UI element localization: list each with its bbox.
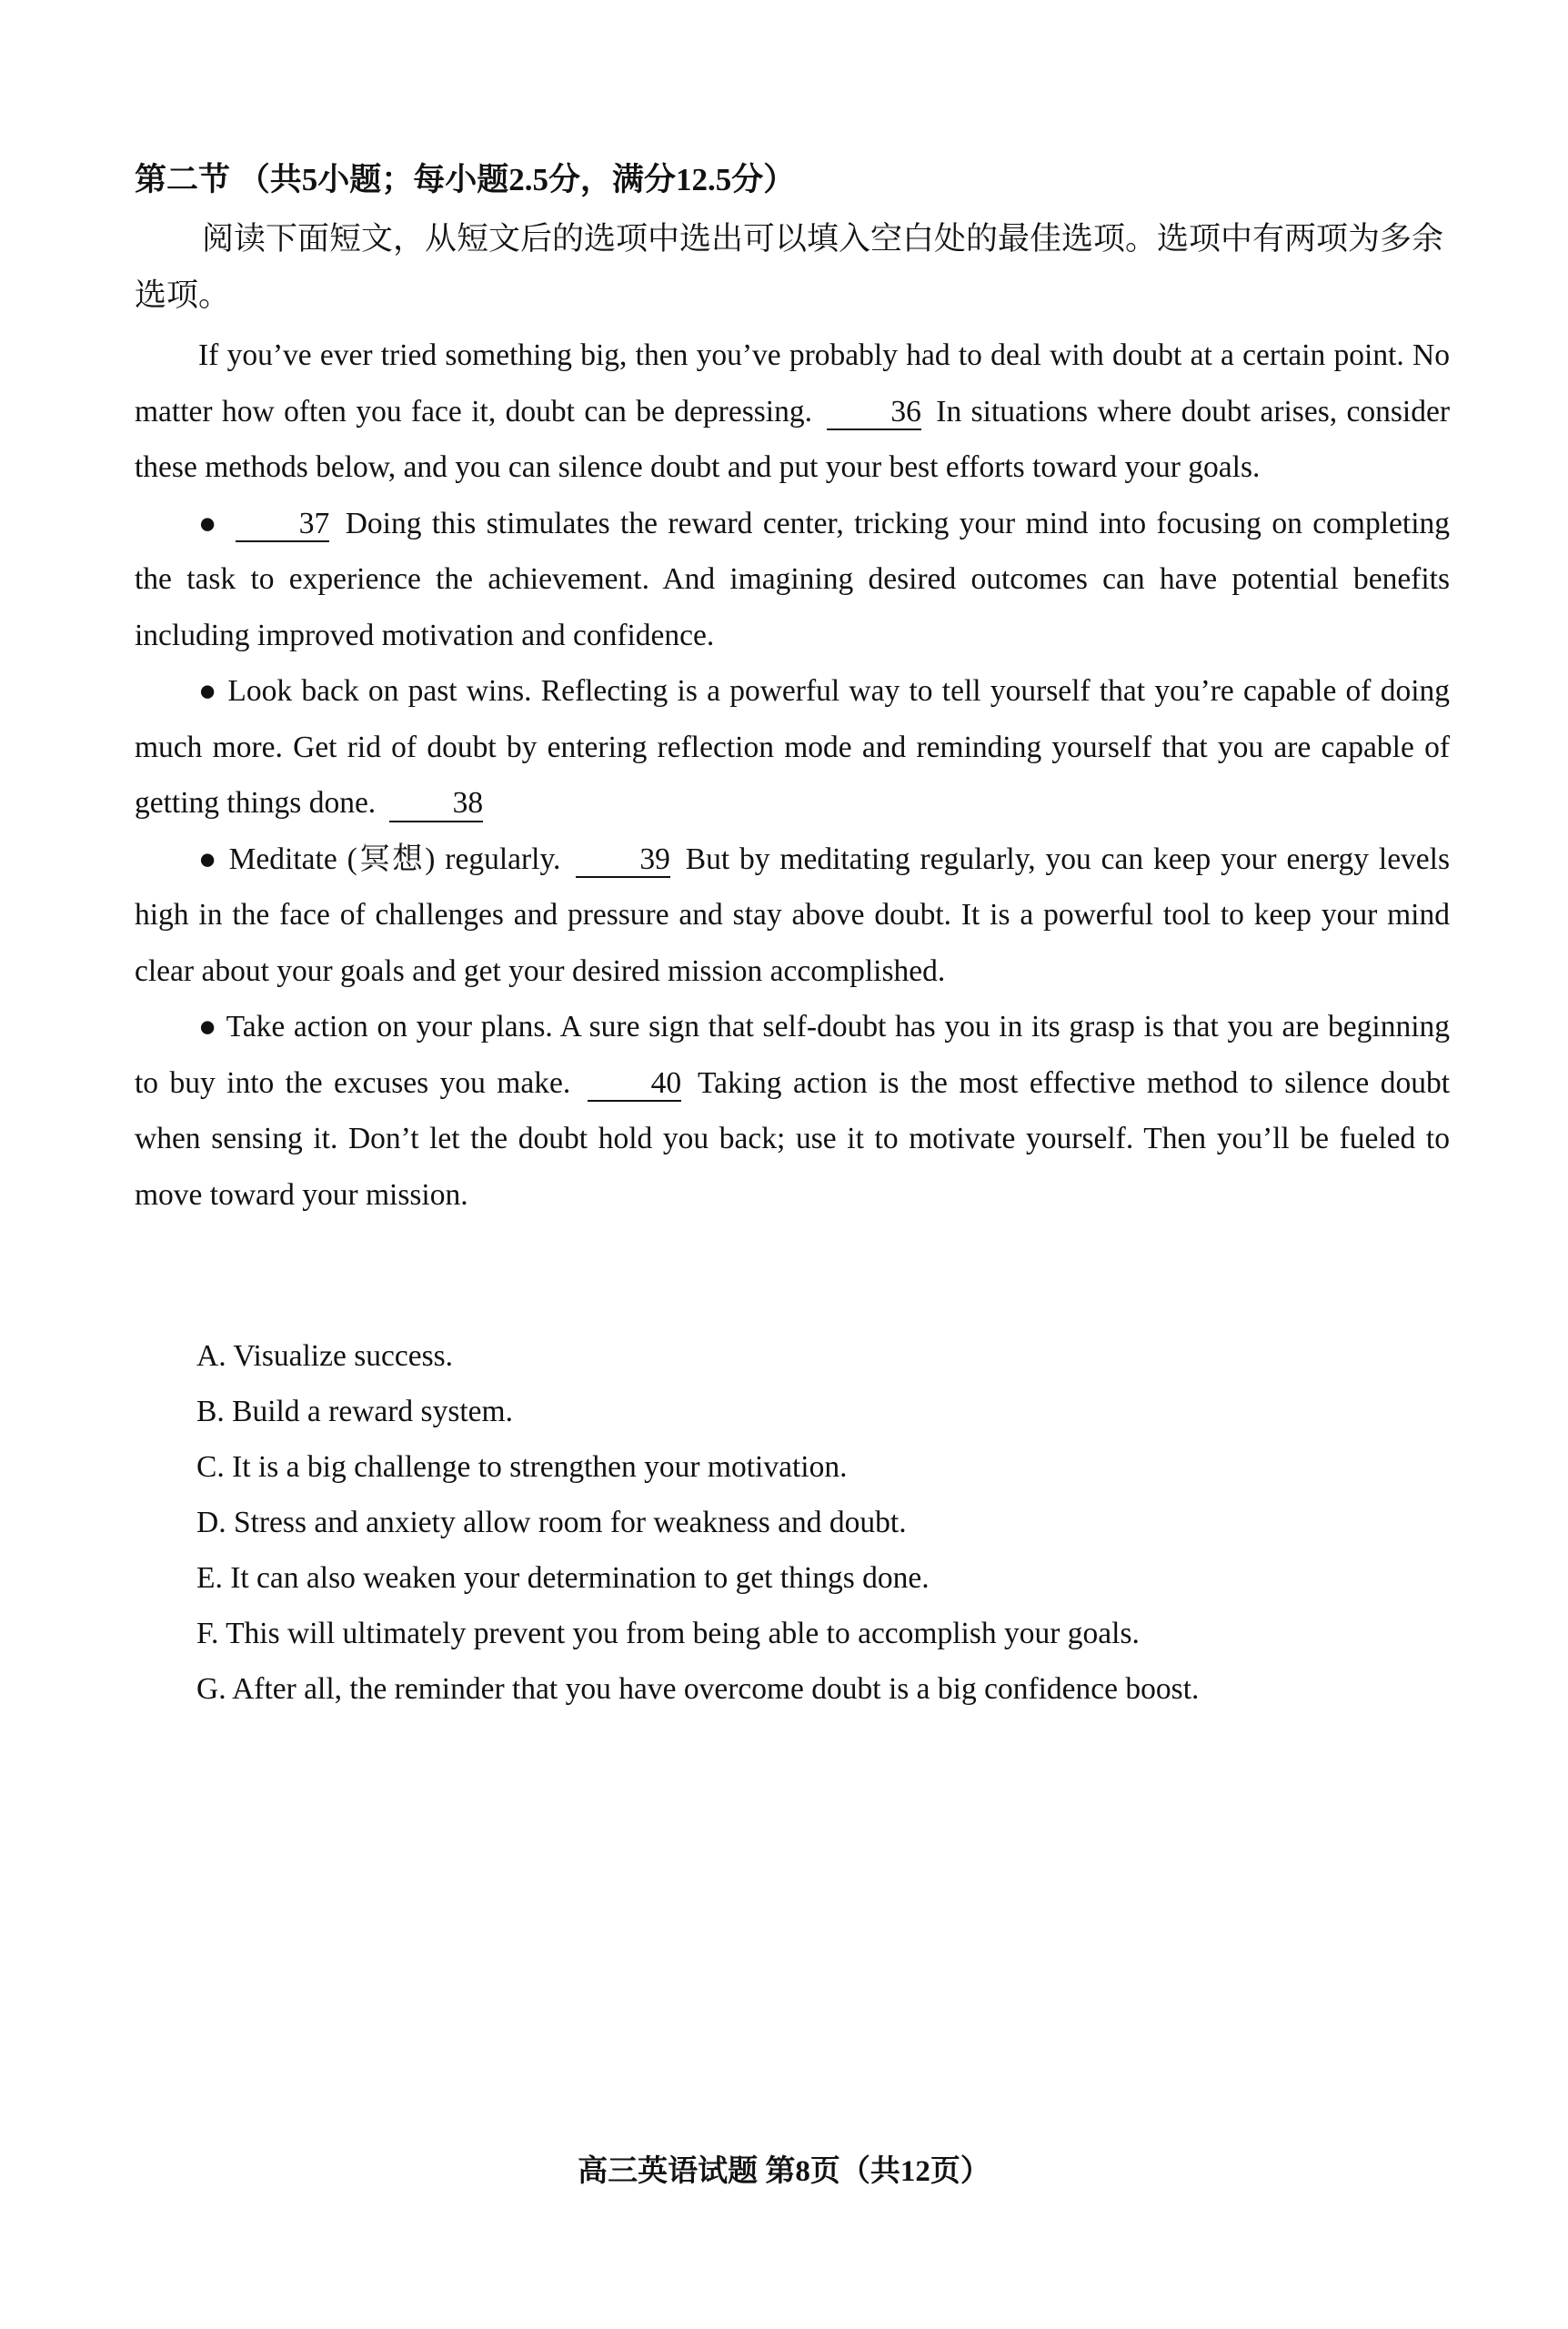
blank-40: 40 <box>588 1067 682 1103</box>
bullet-icon: ● <box>198 1010 218 1044</box>
passage-paragraph-3 <box>135 663 1450 832</box>
answer-options <box>196 1328 1199 1717</box>
paragraph-text: Look back on past wins. Reflecting is a powerful way to tell yourself that you’re capable of doing much more. Get rid of doubt by entering reflection mode and reminding yourself that you are capable of getting things done. <box>135 674 1451 820</box>
option-d: D. Stress and anxiety allow room for weakness and doubt. <box>196 1506 907 1539</box>
option-c: C. It is a big challenge to strengthen your motivation. <box>196 1450 848 1484</box>
section-title: 第二节 （共5小题；每小题2.5分，满分12.5分） <box>135 162 796 197</box>
paragraph-text: Taking action is the most effective method to silence doubt when sensing it. Don’t let the doubt hold you back; use it to motivate yourself. Then you’ll be fueled to move toward your mission. <box>135 1065 1451 1212</box>
bullet-icon: ● <box>198 674 219 708</box>
option-g: G. After all, the reminder that you have overcome doubt is a big confidence boost. <box>196 1672 1200 1706</box>
passage-paragraph-4 <box>135 832 1450 1000</box>
option-b: B. Build a reward system. <box>196 1395 513 1428</box>
blank-37: 37 <box>236 508 330 543</box>
paragraph-text: Doing this stimulates the reward center, tricking your mind into focusing on completing the task to experience the achievement. And imagining desired outcomes can have potential benefits including improved motivation and confidence. <box>135 506 1451 652</box>
page-footer: 高三英语试题 第8页（共12页） <box>578 2155 990 2188</box>
blank-39: 39 <box>576 843 670 879</box>
option-f: F. This will ultimately prevent you from being able to accomplish your goals. <box>196 1617 1140 1650</box>
passage-paragraph-1 <box>135 328 1450 496</box>
paragraph-text: But by meditating regularly, you can keep your energy levels high in the face of challenges and pressure and stay above doubt. It is a powerful tool to keep your mind clear about your goals and get your desired mission accomplished. <box>135 842 1451 988</box>
reading-passage <box>135 328 1450 1223</box>
section-instructions: 阅读下面短文，从短文后的选项中选出可以填入空白处的最佳选项。选项中有两项为多余选项。 <box>135 221 1444 313</box>
option-a: A. Visualize success. <box>196 1339 454 1373</box>
bullet-icon: ● <box>198 506 220 540</box>
passage-paragraph-2 <box>135 496 1450 664</box>
blank-38: 38 <box>389 787 484 822</box>
bullet-icon: ● <box>198 842 219 876</box>
passage-paragraph-5 <box>135 999 1450 1223</box>
blank-36: 36 <box>827 396 921 431</box>
option-e: E. It can also weaken your determination to get things done. <box>196 1561 930 1595</box>
paragraph-text: In situations where doubt arises, consider these methods below, and you can silence doubt and put your best efforts toward your goals. <box>135 394 1451 484</box>
paragraph-text: Take action on your plans. A sure sign that self-doubt has you in its grasp is that you are beginning to buy into the excuses you make. <box>135 1010 1451 1100</box>
paragraph-text: If you’ve ever tried something big, then you’ve probably had to deal with doubt at a certain point. No matter how often you face it, doubt can be depressing. <box>135 338 1450 428</box>
paragraph-text: Meditate (冥想) regularly. <box>228 842 561 876</box>
